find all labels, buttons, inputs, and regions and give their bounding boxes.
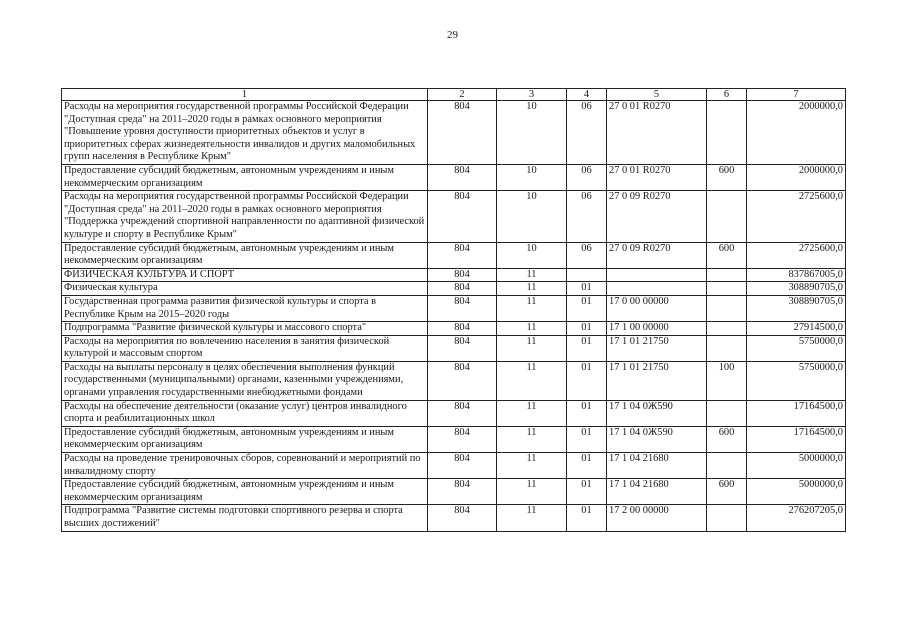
row-ministry-code: 804 <box>428 505 497 531</box>
row-subsection-code: 06 <box>567 191 607 242</box>
row-subsection-code: 06 <box>567 164 607 190</box>
table-row <box>62 400 846 426</box>
row-name: Расходы на обеспечение деятельности (оказание услуг) центров инвалидного спорта и реабилитационных школ <box>62 400 428 426</box>
row-ministry-code: 804 <box>428 453 497 479</box>
row-section-code: 10 <box>497 191 567 242</box>
row-amount: 17164500,0 <box>747 400 846 426</box>
row-name: Предоставление субсидий бюджетным, автономным учреждениям и иным некоммерческим организациям <box>62 426 428 452</box>
row-expense-type: 100 <box>707 361 747 400</box>
row-ministry-code: 804 <box>428 426 497 452</box>
row-subsection-code: 01 <box>567 335 607 361</box>
row-subsection-code: 01 <box>567 295 607 321</box>
row-ministry-code: 804 <box>428 479 497 505</box>
row-amount: 5000000,0 <box>747 453 846 479</box>
header-row <box>62 89 846 101</box>
row-name: Предоставление субсидий бюджетным, автономным учреждениям и иным некоммерческим организациям <box>62 164 428 190</box>
row-section-code: 11 <box>497 268 567 282</box>
table-row <box>62 242 846 268</box>
row-subsection-code <box>567 268 607 282</box>
row-expense-type <box>707 268 747 282</box>
row-section-code: 10 <box>497 164 567 190</box>
row-expense-type <box>707 295 747 321</box>
row-section-code: 11 <box>497 322 567 336</box>
row-section-code: 10 <box>497 101 567 165</box>
row-expense-type <box>707 101 747 165</box>
row-subsection-code: 01 <box>567 322 607 336</box>
row-ministry-code: 804 <box>428 335 497 361</box>
header-col-3: 3 <box>497 89 567 101</box>
header-col-1: 1 <box>62 89 428 101</box>
row-target-code: 17 0 00 00000 <box>607 295 707 321</box>
row-target-code: 27 0 01 R0270 <box>607 164 707 190</box>
row-target-code <box>607 268 707 282</box>
row-amount: 2000000,0 <box>747 101 846 165</box>
table-row <box>62 426 846 452</box>
row-subsection-code: 01 <box>567 361 607 400</box>
row-subsection-code: 01 <box>567 479 607 505</box>
row-ministry-code: 804 <box>428 164 497 190</box>
row-section-code: 11 <box>497 282 567 296</box>
row-expense-type <box>707 282 747 296</box>
table-row <box>62 453 846 479</box>
row-ministry-code: 804 <box>428 295 497 321</box>
row-expense-type <box>707 322 747 336</box>
row-section-code: 11 <box>497 295 567 321</box>
row-name: Государственная программа развития физической культуры и спорта в Республике Крым на 2015–2020 годы <box>62 295 428 321</box>
row-expense-type: 600 <box>707 479 747 505</box>
row-amount: 17164500,0 <box>747 426 846 452</box>
row-amount: 5750000,0 <box>747 361 846 400</box>
row-name: Расходы на мероприятия по вовлечению населения в занятия физической культурой и массовым спортом <box>62 335 428 361</box>
row-target-code: 17 1 04 0Ж590 <box>607 426 707 452</box>
table-row <box>62 505 846 531</box>
row-subsection-code: 01 <box>567 505 607 531</box>
table-row <box>62 282 846 296</box>
row-target-code <box>607 282 707 296</box>
row-name: Расходы на проведение тренировочных сборов, соревнований и мероприятий по инвалидному спорту <box>62 453 428 479</box>
row-section-code: 11 <box>497 426 567 452</box>
row-target-code: 17 1 04 21680 <box>607 479 707 505</box>
row-name: Подпрограмма "Развитие системы подготовки спортивного резерва и спорта высших достижений" <box>62 505 428 531</box>
header-col-5: 5 <box>607 89 707 101</box>
row-subsection-code: 01 <box>567 282 607 296</box>
row-amount: 837867005,0 <box>747 268 846 282</box>
row-section-code: 11 <box>497 400 567 426</box>
table-row <box>62 295 846 321</box>
row-name: Предоставление субсидий бюджетным, автономным учреждениям и иным некоммерческим организациям <box>62 242 428 268</box>
header-col-7: 7 <box>747 89 846 101</box>
row-ministry-code: 804 <box>428 282 497 296</box>
row-expense-type <box>707 453 747 479</box>
row-name: Физическая культура <box>62 282 428 296</box>
row-ministry-code: 804 <box>428 400 497 426</box>
table-row <box>62 322 846 336</box>
table-row <box>62 479 846 505</box>
row-expense-type <box>707 505 747 531</box>
row-expense-type: 600 <box>707 242 747 268</box>
row-amount: 2725600,0 <box>747 242 846 268</box>
header-col-6: 6 <box>707 89 747 101</box>
row-name: Расходы на мероприятия государственной программы Российской Федерации "Доступная среда" на 2011–2020 годы в рамках основного мероприятия "Повышение уровня доступности приоритетных объектов и услуг в приоритетных сферах жизнедеятельности инвалидов и других маломобильных групп населения в Республике Крым" <box>62 101 428 165</box>
row-subsection-code: 06 <box>567 242 607 268</box>
row-expense-type <box>707 400 747 426</box>
row-target-code: 27 0 09 R0270 <box>607 242 707 268</box>
row-target-code: 27 0 01 R0270 <box>607 101 707 165</box>
budget-table <box>61 88 846 532</box>
header-col-4: 4 <box>567 89 607 101</box>
row-name: Расходы на выплаты персоналу в целях обеспечения выполнения функций государственными (муниципальными) органами, казенными учреждениями, органами управления государственными внебюджетными фондами <box>62 361 428 400</box>
row-target-code: 17 1 01 21750 <box>607 361 707 400</box>
row-expense-type <box>707 191 747 242</box>
row-target-code: 27 0 09 R0270 <box>607 191 707 242</box>
row-name: Расходы на мероприятия государственной программы Российской Федерации "Доступная среда" на 2011–2020 годы в рамках основного мероприятия "Поддержка учреждений спортивной направленности по адаптивной физической культуре и спорту в Республике Крым" <box>62 191 428 242</box>
table-row <box>62 164 846 190</box>
row-ministry-code: 804 <box>428 101 497 165</box>
row-subsection-code: 01 <box>567 400 607 426</box>
row-target-code: 17 1 01 21750 <box>607 335 707 361</box>
row-section-code: 11 <box>497 361 567 400</box>
row-amount: 276207205,0 <box>747 505 846 531</box>
page-number: 29 <box>447 29 458 41</box>
table-row <box>62 191 846 242</box>
row-section-code: 11 <box>497 479 567 505</box>
row-subsection-code: 01 <box>567 453 607 479</box>
row-amount: 27914500,0 <box>747 322 846 336</box>
table-row <box>62 335 846 361</box>
table-row <box>62 361 846 400</box>
table-row <box>62 101 846 165</box>
row-amount: 5750000,0 <box>747 335 846 361</box>
row-target-code: 17 2 00 00000 <box>607 505 707 531</box>
header-col-2: 2 <box>428 89 497 101</box>
row-name: ФИЗИЧЕСКАЯ КУЛЬТУРА И СПОРТ <box>62 268 428 282</box>
row-ministry-code: 804 <box>428 268 497 282</box>
row-ministry-code: 804 <box>428 361 497 400</box>
row-expense-type: 600 <box>707 426 747 452</box>
row-section-code: 11 <box>497 453 567 479</box>
row-section-code: 11 <box>497 505 567 531</box>
row-name: Подпрограмма "Развитие физической культуры и массового спорта" <box>62 322 428 336</box>
row-amount: 308890705,0 <box>747 282 846 296</box>
row-target-code: 17 1 00 00000 <box>607 322 707 336</box>
row-expense-type <box>707 335 747 361</box>
row-subsection-code: 06 <box>567 101 607 165</box>
row-name: Предоставление субсидий бюджетным, автономным учреждениям и иным некоммерческим организациям <box>62 479 428 505</box>
table-row <box>62 268 846 282</box>
row-ministry-code: 804 <box>428 322 497 336</box>
row-target-code: 17 1 04 21680 <box>607 453 707 479</box>
row-ministry-code: 804 <box>428 191 497 242</box>
row-expense-type: 600 <box>707 164 747 190</box>
row-amount: 5000000,0 <box>747 479 846 505</box>
row-amount: 2000000,0 <box>747 164 846 190</box>
row-target-code: 17 1 04 0Ж590 <box>607 400 707 426</box>
row-section-code: 11 <box>497 335 567 361</box>
row-amount: 308890705,0 <box>747 295 846 321</box>
row-amount: 2725600,0 <box>747 191 846 242</box>
row-section-code: 10 <box>497 242 567 268</box>
row-subsection-code: 01 <box>567 426 607 452</box>
row-ministry-code: 804 <box>428 242 497 268</box>
